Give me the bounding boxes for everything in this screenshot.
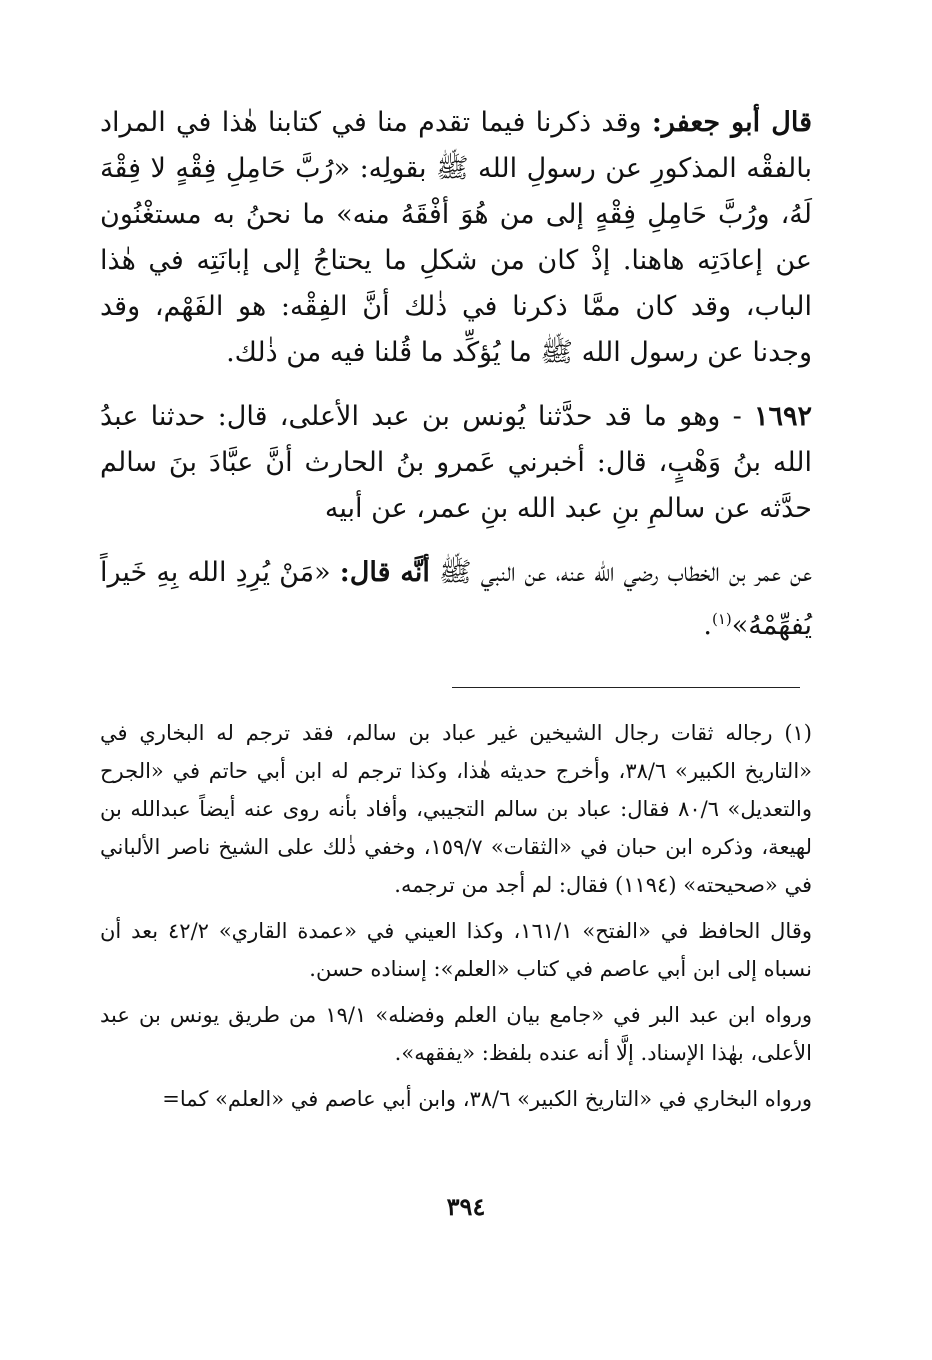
footnote-ref: (١) <box>711 610 732 628</box>
hadith-number: ١٦٩٢ <box>753 401 812 432</box>
hadith-isnad-text: - وهو ما قد حدَّثنا يُونس بن عبد الأعلى، قال: حدثنا عبدُ الله بنُ وَهْبٍ، قال: أخبرني عَمرو بنُ الحارث أنَّ عبَّادَ بنَ سالم حدَّثه عن سالمِ بنِ عبد الله بنِ عمر، عن أبيه <box>100 401 812 524</box>
matn-text-c: «مَنْ يُرِدِ الله بِهِ خَيراً يُفهِّمْهُ» <box>100 557 812 641</box>
footnote-1: (١) رجاله ثقات رجال الشيخين غير عباد بن سالم، فقد ترجم له البخاري في «التاريخ الكبير» ٣٨/٦، وأخرج حديثه هٰذا، وكذا ترجم له ابن أبي حاتم في «الجرح والتعديل» ٨٠/٦ فقال: عباد بن سالم التجيبي، وأفاد بأنه روى عنه أيضاً عبدالله بن لهيعة، وذكره ابن حبان في «الثقات» ١٥٩/٧، وخفي ذٰلك على الشيخ ناصر الألباني في «صحيحته» (١١٩٤) فقال: لم أجد من ترجمه. <box>100 721 812 897</box>
footnote-2: وقال الحافظ في «الفتح» ١٦١/١، وكذا العيني في «عمدة القاري» ٤٢/٢ بعد أن نسباه إلى ابن أبي عاصم في كتاب «العلم»: إسناده حسن. <box>100 919 812 981</box>
page-number: ٣٩٤ <box>446 1192 486 1221</box>
footnote-3: ورواه ابن عبد البر في «جامع بيان العلم وفضله» ١٩/١ من طريق يونس بن عبد الأعلى، بهٰذا الإسناد. إلَّا أنه عنده بلفظ: «يفقهه». <box>100 1003 812 1065</box>
footnote-separator <box>452 687 800 688</box>
hadith-isnad-paragraph <box>100 394 812 532</box>
matn-end: . <box>703 610 712 641</box>
matn-text-b: أنَّه قال: <box>339 557 430 588</box>
footnote-separator-wrap <box>100 687 812 688</box>
footnote-4: ورواه البخاري في «التاريخ الكبير» ٣٨/٦، وابن أبي عاصم في «العلم» كما= <box>162 1087 812 1111</box>
main-text <box>100 100 812 649</box>
hadith-matn-paragraph <box>100 550 812 649</box>
intro-text: وقد ذكرنا فيما تقدم منا في كتابنا هٰذا في المراد بالفقْه المذكورِ عن رسولِ الله ﷺ بقولِه: «رُبَّ حَامِلِ فِقْهٍ لا فِقْهَ لَهُ، ورُبَّ حَامِلِ فِقْهٍ إلى من هُوَ أفْقَهُ منه» ما نحنُ به مستغْنُون عن إعادَتِه هاهنا. إذْ كان من شكلِ ما يحتاجُ إلى إبانَتِه في هٰذا الباب، وقد كان ممَّا ذكرنا في ذٰلك أنَّ الفِقْه: هو الفَهْم، وقد وجدنا عن رسول الله ﷺ ما يُؤكِّد ما قُلنا فيه من ذٰلك. <box>100 107 812 368</box>
footnotes <box>100 714 812 1118</box>
speaker-label: قال أبو جعفر: <box>651 107 812 138</box>
matn-text-a: عن عمر بن الخطاب رضي الله عنه، عن النبي ﷺ <box>438 557 813 588</box>
intro-paragraph <box>100 100 812 376</box>
